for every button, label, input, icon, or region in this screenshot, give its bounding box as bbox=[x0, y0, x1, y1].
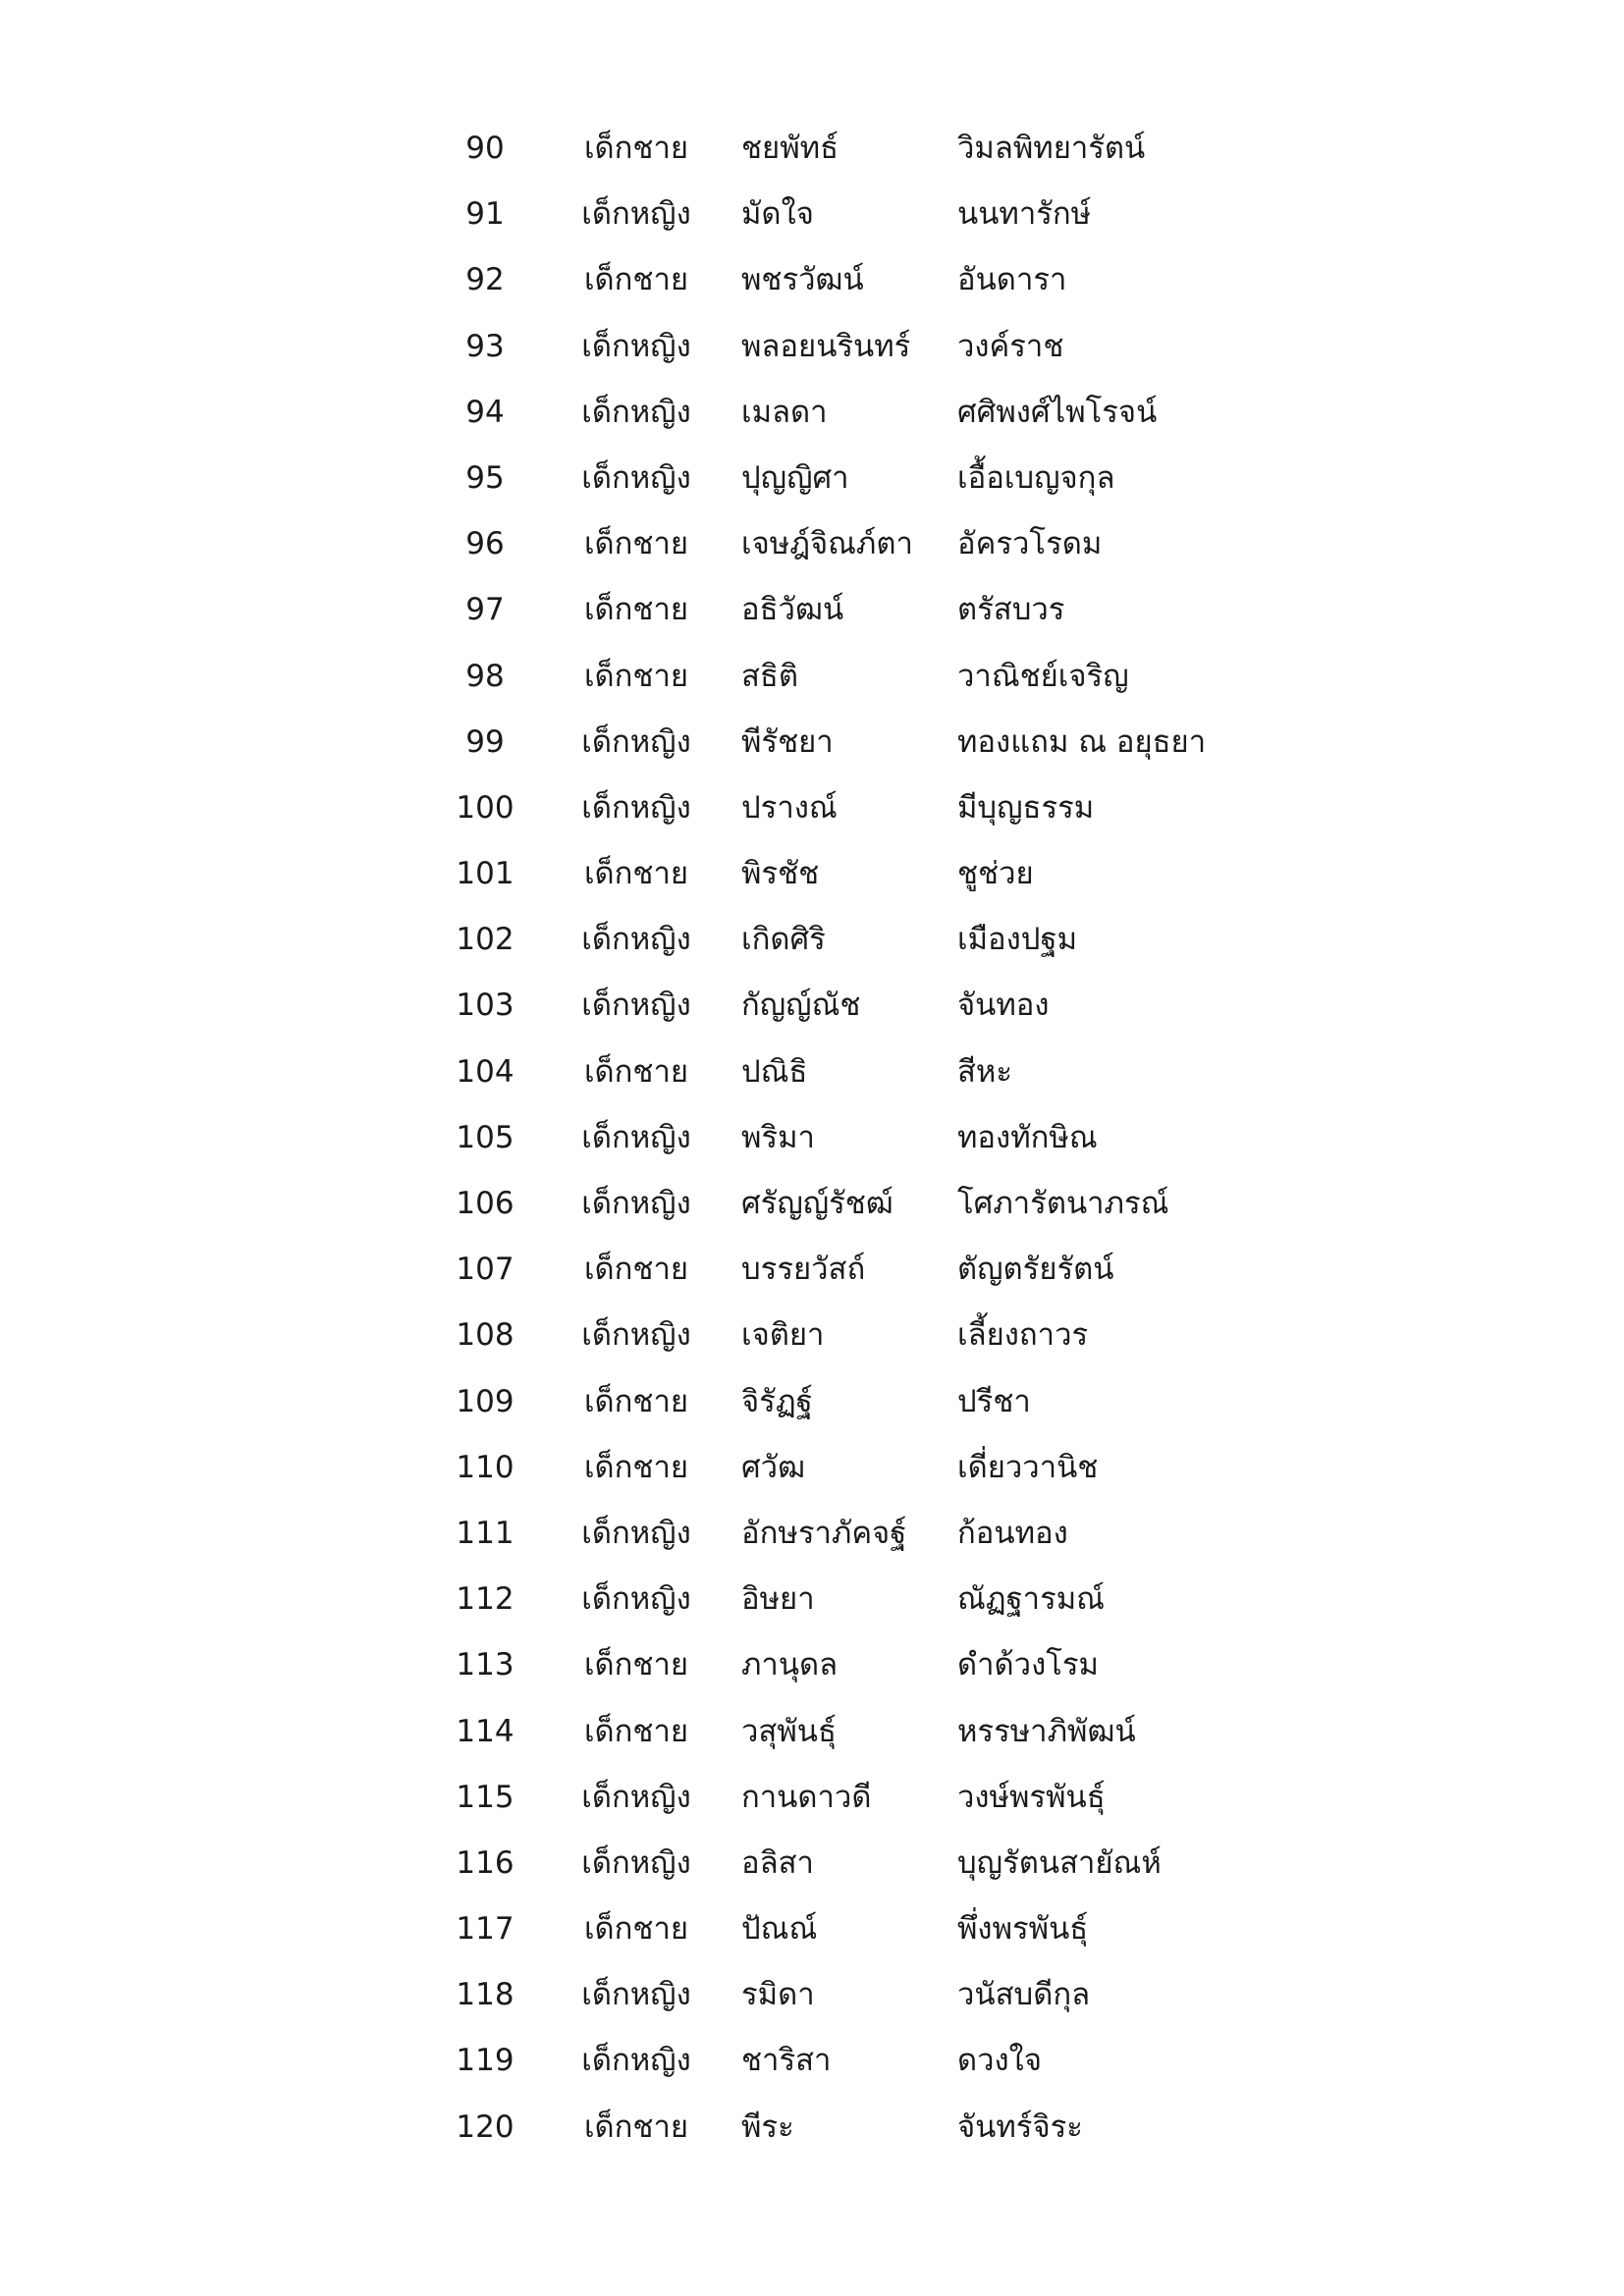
table-row bbox=[0, 1171, 1624, 1237]
first-name: เจติยา bbox=[741, 1317, 825, 1354]
table-row bbox=[0, 1632, 1624, 1698]
row-number: 90 bbox=[465, 131, 505, 166]
name-title: เด็กชาย bbox=[583, 1053, 689, 1090]
name-title: เด็กหญิง bbox=[581, 922, 691, 958]
row-number: 101 bbox=[456, 856, 514, 892]
last-name: ก้อนทอง bbox=[957, 1515, 1068, 1551]
name-title: เด็กหญิง bbox=[581, 459, 691, 496]
first-name: เมลดา bbox=[741, 394, 828, 430]
name-title: เด็กชาย bbox=[583, 262, 689, 298]
name-title: เด็กหญิง bbox=[581, 1317, 691, 1354]
name-title: เด็กชาย bbox=[583, 1383, 689, 1419]
first-name: อิษยา bbox=[741, 1581, 815, 1618]
name-title: เด็กหญิง bbox=[581, 1977, 691, 2013]
name-title: เด็กหญิง bbox=[581, 196, 691, 233]
first-name: กานดาวดี bbox=[741, 1779, 872, 1815]
table-row bbox=[0, 247, 1624, 313]
row-number: 115 bbox=[456, 1779, 514, 1815]
row-number: 94 bbox=[465, 394, 505, 430]
table-row bbox=[0, 1896, 1624, 1962]
name-title: เด็กหญิง bbox=[581, 1844, 691, 1881]
first-name: บรรยวัสถ์ bbox=[741, 1252, 866, 1288]
name-title: เด็กชาย bbox=[583, 1911, 689, 1948]
first-name: ปุญญิศา bbox=[741, 459, 849, 496]
last-name: โศภารัตนาภรณ์ bbox=[957, 1186, 1169, 1221]
first-name: อธิวัฒน์ bbox=[741, 592, 844, 628]
name-title: เด็กหญิง bbox=[581, 1581, 691, 1618]
row-number: 92 bbox=[465, 262, 505, 298]
name-title: เด็กหญิง bbox=[581, 988, 691, 1024]
first-name: ศรัญญ์รัชฒ์ bbox=[741, 1186, 893, 1221]
first-name: กัญญ์ณัช bbox=[741, 988, 861, 1024]
last-name: วาณิชย์เจริญ bbox=[957, 658, 1129, 694]
table-row bbox=[0, 511, 1624, 577]
first-name: มัดใจ bbox=[741, 196, 814, 233]
name-title: เด็กชาย bbox=[583, 658, 689, 694]
table-row bbox=[0, 182, 1624, 247]
last-name: นนทารักษ์ bbox=[957, 196, 1092, 233]
table-row bbox=[0, 775, 1624, 841]
table-row bbox=[0, 1435, 1624, 1501]
first-name: อลิสา bbox=[741, 1844, 814, 1881]
table-row bbox=[0, 116, 1624, 182]
last-name: เดี่ยววานิช bbox=[957, 1449, 1099, 1485]
last-name: ทองทักษิณ bbox=[957, 1119, 1098, 1155]
row-number: 100 bbox=[456, 789, 514, 826]
name-title: เด็กหญิง bbox=[581, 328, 691, 364]
table-row bbox=[0, 314, 1624, 380]
table-row bbox=[0, 1040, 1624, 1105]
row-number: 120 bbox=[456, 2109, 514, 2145]
name-title: เด็กชาย bbox=[583, 1449, 689, 1485]
last-name: อันดารา bbox=[957, 262, 1067, 298]
row-number: 116 bbox=[456, 1844, 514, 1881]
first-name: เจษฎ์จิณภ์ตา bbox=[741, 526, 913, 562]
last-name: วิมลพิทยารัตน์ bbox=[957, 131, 1146, 166]
first-name: ปรางณ์ bbox=[741, 789, 838, 826]
table-row bbox=[0, 2095, 1624, 2161]
last-name: ตัญตรัยรัตน์ bbox=[957, 1252, 1114, 1288]
last-name: ทองแถม ณ อยุธยา bbox=[957, 723, 1207, 760]
name-title: เด็กชาย bbox=[583, 2109, 689, 2145]
row-number: 95 bbox=[465, 459, 505, 496]
first-name: รมิดา bbox=[741, 1977, 815, 2013]
row-number: 96 bbox=[465, 526, 505, 562]
first-name: ศวัฒ bbox=[741, 1449, 806, 1485]
last-name: บุญรัตนสายัณห์ bbox=[957, 1844, 1162, 1881]
row-number: 114 bbox=[456, 1713, 514, 1749]
table-row bbox=[0, 710, 1624, 775]
last-name: วงค์ราช bbox=[957, 328, 1064, 364]
name-title: เด็กหญิง bbox=[581, 723, 691, 760]
last-name: เอื้อเบญจกุล bbox=[957, 459, 1115, 496]
table-row bbox=[0, 1567, 1624, 1632]
name-title: เด็กหญิง bbox=[581, 1119, 691, 1155]
row-number: 104 bbox=[456, 1053, 514, 1090]
table-row bbox=[0, 577, 1624, 643]
last-name: ศศิพงศ์ไพโรจน์ bbox=[957, 394, 1158, 430]
last-name: ดวงใจ bbox=[957, 2043, 1042, 2079]
row-number: 117 bbox=[456, 1911, 514, 1948]
last-name: จันทร์จิระ bbox=[957, 2109, 1083, 2145]
table-row bbox=[0, 973, 1624, 1039]
row-number: 102 bbox=[456, 922, 514, 958]
first-name: พริมา bbox=[741, 1119, 815, 1155]
first-name: ชาริสา bbox=[741, 2043, 832, 2079]
table-row bbox=[0, 2028, 1624, 2094]
table-row bbox=[0, 907, 1624, 973]
row-number: 112 bbox=[456, 1581, 514, 1618]
last-name: ปรีชา bbox=[957, 1383, 1031, 1419]
last-name: ตรัสบวร bbox=[957, 592, 1065, 628]
last-name: พึ่งพรพันธุ์ bbox=[957, 1911, 1089, 1948]
table-row bbox=[0, 1237, 1624, 1303]
first-name: สธิติ bbox=[741, 658, 798, 694]
first-name: ปณิธิ bbox=[741, 1053, 808, 1090]
row-number: 93 bbox=[465, 328, 505, 364]
last-name: ณัฏฐารมณ์ bbox=[957, 1581, 1105, 1618]
row-number: 99 bbox=[465, 723, 505, 760]
row-number: 108 bbox=[456, 1317, 514, 1354]
row-number: 110 bbox=[456, 1449, 514, 1485]
first-name: พีรัชยา bbox=[741, 723, 834, 760]
row-number: 109 bbox=[456, 1383, 514, 1419]
name-title: เด็กชาย bbox=[583, 526, 689, 562]
table-row bbox=[0, 841, 1624, 907]
first-name: อักษราภัคจฐ์ bbox=[741, 1515, 907, 1551]
last-name: หรรษาภิพัฒน์ bbox=[957, 1713, 1136, 1749]
student-roster bbox=[0, 116, 1624, 2161]
first-name: ภานุดล bbox=[741, 1647, 839, 1683]
last-name: เลี้ยงถาวร bbox=[957, 1317, 1089, 1354]
table-row bbox=[0, 446, 1624, 511]
table-row bbox=[0, 1962, 1624, 2028]
name-title: เด็กชาย bbox=[583, 1713, 689, 1749]
name-title: เด็กหญิง bbox=[581, 1779, 691, 1815]
row-number: 106 bbox=[456, 1186, 514, 1221]
name-title: เด็กชาย bbox=[583, 1647, 689, 1683]
first-name: พิรชัช bbox=[741, 856, 820, 892]
name-title: เด็กหญิง bbox=[581, 2043, 691, 2079]
last-name: จันทอง bbox=[957, 988, 1050, 1024]
table-row bbox=[0, 644, 1624, 710]
name-title: เด็กชาย bbox=[583, 592, 689, 628]
table-row bbox=[0, 380, 1624, 446]
first-name: พชรวัฒน์ bbox=[741, 262, 864, 298]
table-row bbox=[0, 1369, 1624, 1435]
first-name: ปัณณ์ bbox=[741, 1911, 818, 1948]
name-title: เด็กหญิง bbox=[581, 1515, 691, 1551]
table-row bbox=[0, 1105, 1624, 1171]
row-number: 119 bbox=[456, 2043, 514, 2079]
row-number: 97 bbox=[465, 592, 505, 628]
last-name: สีหะ bbox=[957, 1053, 1013, 1090]
name-title: เด็กชาย bbox=[583, 856, 689, 892]
row-number: 105 bbox=[456, 1119, 514, 1155]
name-title: เด็กชาย bbox=[583, 1252, 689, 1288]
last-name: อัครวโรดม bbox=[957, 526, 1103, 562]
table-row bbox=[0, 1303, 1624, 1368]
name-title: เด็กชาย bbox=[583, 131, 689, 166]
table-row bbox=[0, 1765, 1624, 1831]
first-name: จิรัฏฐ์ bbox=[741, 1383, 813, 1419]
row-number: 111 bbox=[456, 1515, 514, 1551]
row-number: 98 bbox=[465, 658, 505, 694]
first-name: ชยพัทธ์ bbox=[741, 131, 839, 166]
first-name: พลอยนรินทร์ bbox=[741, 328, 911, 364]
table-row bbox=[0, 1831, 1624, 1896]
first-name: พีระ bbox=[741, 2109, 794, 2145]
row-number: 113 bbox=[456, 1647, 514, 1683]
last-name: วนัสบดีกุล bbox=[957, 1977, 1091, 2013]
last-name: มีบุญธรรม bbox=[957, 789, 1095, 826]
table-row bbox=[0, 1501, 1624, 1567]
row-number: 103 bbox=[456, 988, 514, 1024]
name-title: เด็กหญิง bbox=[581, 1186, 691, 1221]
name-title: เด็กหญิง bbox=[581, 789, 691, 826]
first-name: เกิดศิริ bbox=[741, 922, 826, 958]
last-name: เมืองปฐม bbox=[957, 922, 1078, 958]
last-name: ชูช่วย bbox=[957, 856, 1034, 892]
row-number: 107 bbox=[456, 1252, 514, 1288]
row-number: 91 bbox=[465, 196, 505, 233]
row-number: 118 bbox=[456, 1977, 514, 2013]
last-name: วงษ์พรพันธุ์ bbox=[957, 1779, 1106, 1815]
name-title: เด็กหญิง bbox=[581, 394, 691, 430]
last-name: ดำด้วงโรม bbox=[957, 1647, 1099, 1683]
first-name: วสุพันธุ์ bbox=[741, 1713, 837, 1749]
table-row bbox=[0, 1699, 1624, 1765]
